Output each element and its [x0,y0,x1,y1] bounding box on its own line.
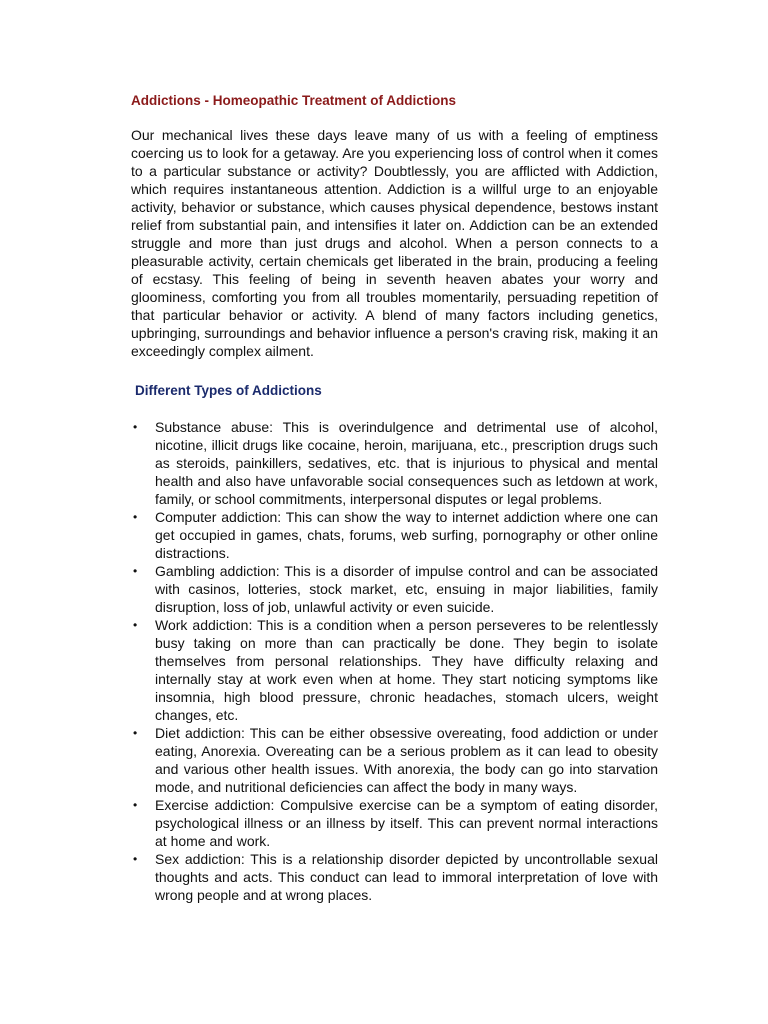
list-item-text: Sex addiction: This is a relationship disorder depicted by uncontrollable sexual thoughts and acts. This conduct can lead to immoral interpretation of love with wrong people and at wrong places. [155,851,658,903]
list-item-sex-addiction [131,850,658,904]
list-item-gambling-addiction [131,562,658,616]
list-item-text: Gambling addiction: This is a disorder of impulse control and can be associated with casinos, lotteries, stock market, etc, ensuing in major liabilities, family disruption, loss of job, unlawful activity or even suicide. [155,563,658,615]
list-item-diet-addiction [131,724,658,796]
list-item-text: Substance abuse: This is overindulgence and detrimental use of alcohol, nicotine, illicit drugs like cocaine, heroin, marijuana, etc., prescription drugs such as steroids, painkillers, sedatives, etc. that is injurious to physical and mental health and also have unfavorable social consequences such as letdown at work, family, or school commitments, interpersonal disputes or legal problems. [155,419,658,507]
list-item-text: Work addiction: This is a condition when a person perseveres to be relentlessly busy taking on more than can practically be done. They begin to isolate themselves from personal relationships. They have difficulty relaxing and internally stay at work even when at home. They start noticing symptoms like insomnia, high blood pressure, chronic headaches, stomach ulcers, weight changes, etc. [155,617,658,723]
section-heading-types: Different Types of Addictions [135,383,322,398]
bullet-icon: • [133,510,138,524]
list-item-exercise-addiction [131,796,658,850]
bullet-icon: • [133,798,138,812]
list-item-computer-addiction [131,508,658,562]
list-item-text: Exercise addiction: Compulsive exercise can be a symptom of eating disorder, psychological illness or an illness by itself. This can prevent normal interactions at home and work. [155,797,658,849]
bullet-icon: • [133,726,138,740]
list-item-text: Computer addiction: This can show the way to internet addiction where one can get occupied in games, chats, forums, web surfing, pornography or other online distractions. [155,509,658,561]
document-page [131,92,658,904]
bullet-icon: • [133,420,138,434]
intro-paragraph: Our mechanical lives these days leave many of us with a feeling of emptiness coercing us to look for a getaway. Are you experiencing loss of control when it comes to a particular substance or activity? Doubtlessly, you are afflicted with Addiction, which requires instantaneous attention. Addiction is a willful urge to an enjoyable activity, behavior or substance, which causes physical dependence, bestows instant relief from substantial pain, and intensifies it later on. Addiction can be an extended struggle and more than just drugs and alcohol. When a person connects to a pleasurable activity, certain chemicals get liberated in the brain, producing a feeling of ecstasy. This feeling of being in seventh heaven abates your worry and gloominess, comforting you from all troubles momentarily, persuading repetition of that particular behavior or activity. A blend of many factors including genetics, upbringing, surroundings and behavior influence a person's craving risk, making it an exceedingly complex ailment. [131,127,658,359]
bullet-icon: • [133,852,138,866]
list-item-work-addiction [131,616,658,724]
list-item-text: Diet addiction: This can be either obsessive overeating, food addiction or under eating, Anorexia. Overeating can be a serious problem as it can lead to obesity and various other health issues. With anorexia, the body can go into starvation mode, and nutritional deficiencies can affect the body in many ways. [155,725,658,795]
bullet-icon: • [133,564,138,578]
addiction-types-list [131,418,658,904]
document-title: Addictions - Homeopathic Treatment of Addictions [131,93,457,108]
list-item-substance-abuse [131,418,658,508]
bullet-icon: • [133,618,138,632]
